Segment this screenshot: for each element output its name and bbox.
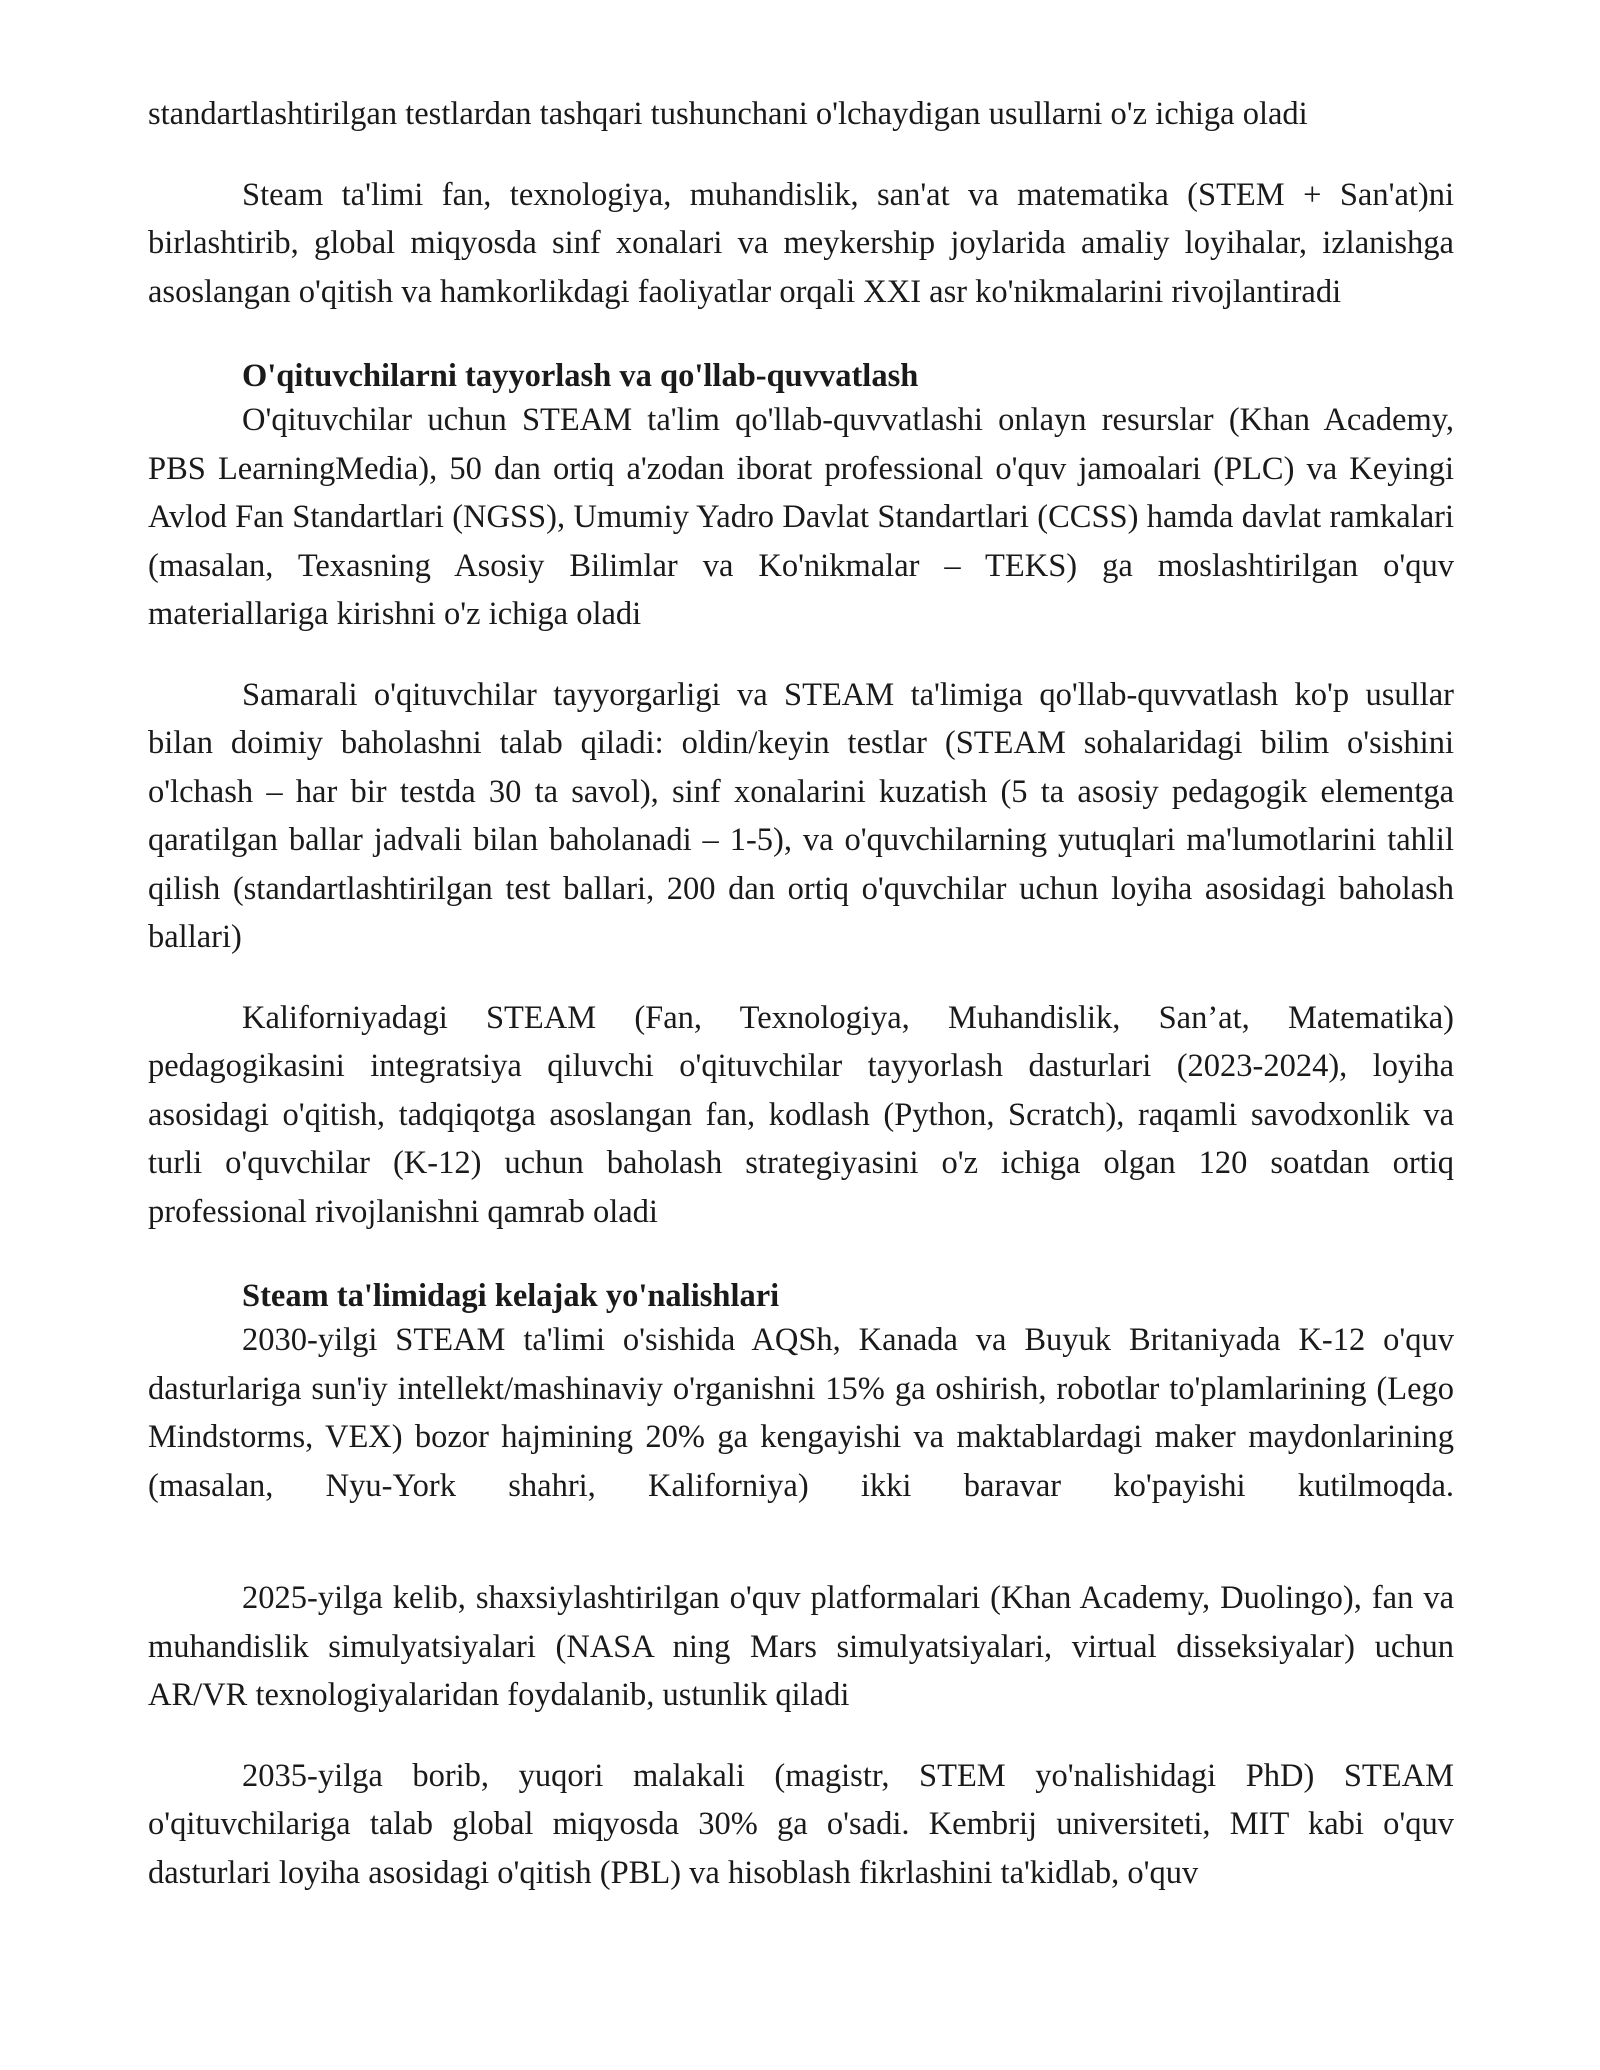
paragraph-2035-demand: 2035-yilga borib, yuqori malakali (magistr, STEM yo'nalishidagi PhD) STEAM o'qituvchilariga talab global miqyosda 30% ga o'sadi. Kembrij universiteti, MIT kabi o'quv dasturlari loyiha asosidagi o'qitish (PBL) va hisoblash fikrlashini ta'kidlab, o'quv	[148, 1757, 1454, 1891]
paragraph-2030-growth: 2030-yilgi STEAM ta'limi o'sishida AQSh, Kanada va Buyuk Britaniyada K-12 o'quv dasturlariga sun'iy intellekt/mashinaviy o'rganishni 15% ga oshirish, robotlar to'plamlarining (Lego Mindstorms, VEX) bozor hajmining 20% ga kengayishi va maktablardagi maker maydonlarining (masalan, Nyu-York shahri, Kaliforniya) ikki baravar ko'payishi kutilmoqda.	[148, 1322, 1454, 1504]
blank-gap	[148, 1510, 1454, 1574]
paragraph-continuation: standartlashtirilgan testlardan tashqari tushunchani o'lchaydigan usullarni o'z ichiga oladi	[148, 96, 1308, 132]
section-heading-future-directions: Steam ta'limidagi kelajak yo'nalishlari	[242, 1278, 780, 1314]
paragraph-2025-platforms: 2025-yilga kelib, shaxsiylashtirilgan o'quv platformalari (Khan Academy, Duolingo), fan va muhandislik simulyatsiyalari (NASA ning Mars simulyatsiyalari, virtual disseksiyalar) uchun AR/VR texnologiyalaridan foydalanib, ustunlik qiladi	[148, 1580, 1454, 1713]
section-heading-teacher-training: O'qituvchilarni tayyorlash va qo'llab-quvvatlash	[242, 358, 919, 394]
paragraph-california-programs: Kaliforniyadagi STEAM (Fan, Texnologiya, Muhandislik, San’at, Matematika) pedagogikasini integratsiya qiluvchi o'qituvchilar tayyorlash dasturlari (2023-2024), loyiha asosidagi o'qitish, tadqiqotga asoslangan fan, kodlash (Python, Scratch), raqamli savodxonlik va turli o'quvchilar (K-12) uchun baholash strategiyasini o'z ichiga olgan 120 soatdan ortiq professional rivojlanishni qamrab oladi	[148, 999, 1454, 1230]
paragraph-steam-intro: Steam ta'limi fan, texnologiya, muhandislik, san'at va matematika (STEM + San'at)ni birlashtirib, global miqyosda sinf xonalari va meykership joylarida amaliy loyihalar, izlanishga asoslangan o'qitish va hamkorlikdagi faoliyatlar orqali XXI asr ko'nikmalarini rivojlantiradi	[148, 176, 1454, 310]
paragraph-assessment: Samarali o'qituvchilar tayyorgarligi va STEAM ta'limiga qo'llab-quvvatlash ko'p usullar bilan doimiy baholashni talab qiladi: oldin/keyin testlar (STEAM sohalaridagi bilim o'sishini o'lchash – har bir testda 30 ta savol), sinf xonalarini kuzatish (5 ta asosiy pedagogik elementga qaratilgan ballar jadvali bilan baholanadi – 1-5), va o'quvchilarning yutuqlari ma'lumotlarini tahlil qilish (standartlashtirilgan test ballari, 200 dan ortiq o'quvchilar uchun loyiha asosidagi baholash ballari)	[148, 676, 1454, 955]
paragraph-teacher-support: O'qituvchilar uchun STEAM ta'lim qo'llab-quvvatlashi onlayn resurslar (Khan Academy, PBS LearningMedia), 50 dan ortiq a'zodan iborat professional o'quv jamoalari (PLC) va Keyingi Avlod Fan Standartlari (NGSS), Umumiy Yadro Davlat Standartlari (CCSS) hamda davlat ramkalari (masalan, Texasning Asosiy Bilimlar va Ko'nikmalar – TEKS) ga moslashtirilgan o'quv materiallariga kirishni o'z ichiga oladi	[148, 402, 1454, 632]
document-body	[148, 90, 1454, 1929]
